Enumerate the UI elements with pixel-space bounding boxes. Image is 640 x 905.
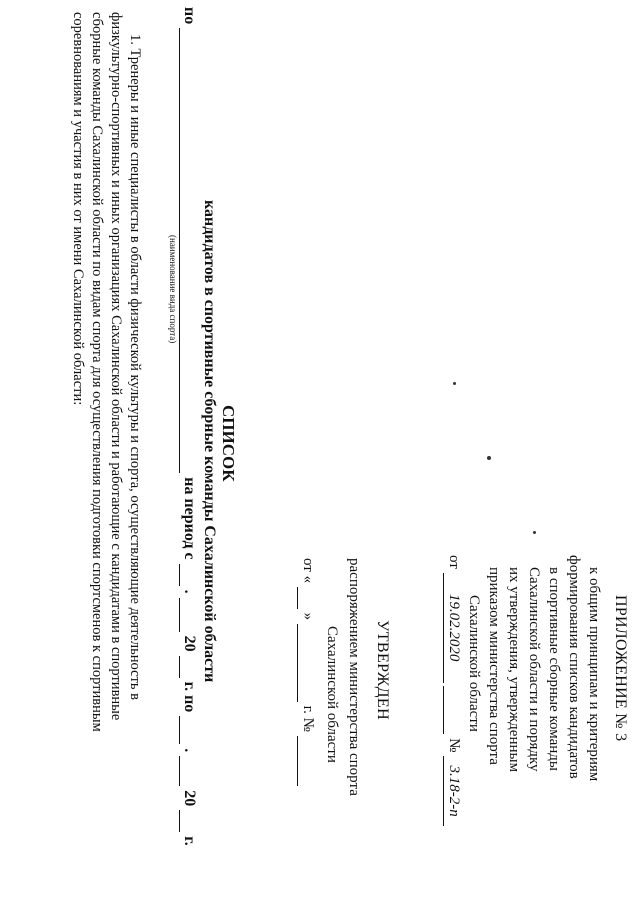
appendix-date-blank bbox=[443, 686, 464, 734]
appendix-line: формирования списков кандидатов bbox=[566, 555, 582, 779]
appendix-header: ПРИЛОЖЕНИЕ № 3 bbox=[612, 595, 629, 742]
appendix-line: их утверждения, утвержденным bbox=[506, 567, 522, 773]
appendix-block bbox=[443, 555, 630, 826]
sport-caption: (наименование вида спорта) bbox=[168, 235, 178, 344]
appendix-line: Сахалинской области bbox=[466, 595, 482, 732]
period-suffix: г. bbox=[181, 836, 198, 846]
approved-month-blank bbox=[297, 624, 318, 702]
period-end-year-blank bbox=[179, 810, 198, 832]
appendix-line: в спортивные сборные команды bbox=[546, 567, 562, 772]
approved-number-blank bbox=[297, 736, 318, 786]
appendix-number-prefix: № bbox=[446, 738, 462, 753]
scan-speck bbox=[533, 531, 536, 534]
title-main: СПИСОК bbox=[219, 405, 238, 482]
paragraph bbox=[68, 12, 144, 867]
paragraph-line: 1. Тренеры и иные специалисты в области физической культуры и спорта, осуществляющие деятельность в bbox=[127, 34, 143, 700]
appendix-date-value: 19.02.2020 bbox=[443, 573, 464, 683]
appendix-date-line bbox=[443, 555, 464, 826]
appendix-line: к общим принципам и критериям bbox=[586, 567, 602, 782]
period-year-prefix-2: 20 bbox=[181, 790, 198, 807]
approved-day-blank bbox=[297, 587, 318, 609]
title-sub: кандидатов в спортивные сборные команды Сахалинской области bbox=[201, 200, 218, 683]
po-label: по bbox=[181, 7, 198, 25]
approved-line: Сахалинской области bbox=[324, 626, 340, 763]
period-end-month-blank bbox=[179, 756, 198, 786]
scan-speck bbox=[487, 456, 491, 460]
appendix-line: Сахалинской области и порядку bbox=[526, 567, 542, 772]
period-prefix: на период с bbox=[181, 477, 198, 560]
approved-line: распоряжением министерства спорта bbox=[346, 558, 362, 796]
period-month-blank bbox=[179, 598, 198, 632]
period-end-day-blank bbox=[179, 716, 198, 744]
approved-date-suffix: г. № bbox=[300, 705, 316, 732]
period-year-blank bbox=[179, 656, 198, 678]
paragraph-line: физкультурно-спортивных и иных организациях Сахалинской области и работающие с кандидатами в спортивные bbox=[108, 12, 124, 721]
appendix-number-value: 3.18-2-п bbox=[443, 756, 464, 826]
approved-date-line bbox=[297, 558, 318, 796]
period-line: по на период с . 20 г. по . 20 г. bbox=[181, 7, 198, 846]
appendix-line: приказом министерства спорта bbox=[486, 567, 502, 765]
scan-speck bbox=[453, 382, 456, 385]
period-year-prefix: 20 bbox=[181, 635, 198, 652]
period-mid: г. по bbox=[181, 681, 198, 713]
approved-block bbox=[297, 558, 392, 796]
approved-header: УТВЕРЖДЕН bbox=[374, 620, 391, 721]
paragraph-line: сборные команды Сахалинской области по видам спорта для осуществления подготовки спортсменов к спортивным bbox=[89, 12, 105, 732]
paragraph-line: соревнованиям и участия в них от имени Сахалинской области: bbox=[70, 12, 86, 406]
period-day-blank bbox=[179, 564, 198, 586]
approved-date-prefix: от « bbox=[300, 558, 316, 584]
appendix-date-prefix: от bbox=[446, 555, 462, 569]
sport-blank bbox=[179, 28, 198, 473]
approved-date-mid: » bbox=[300, 612, 316, 621]
